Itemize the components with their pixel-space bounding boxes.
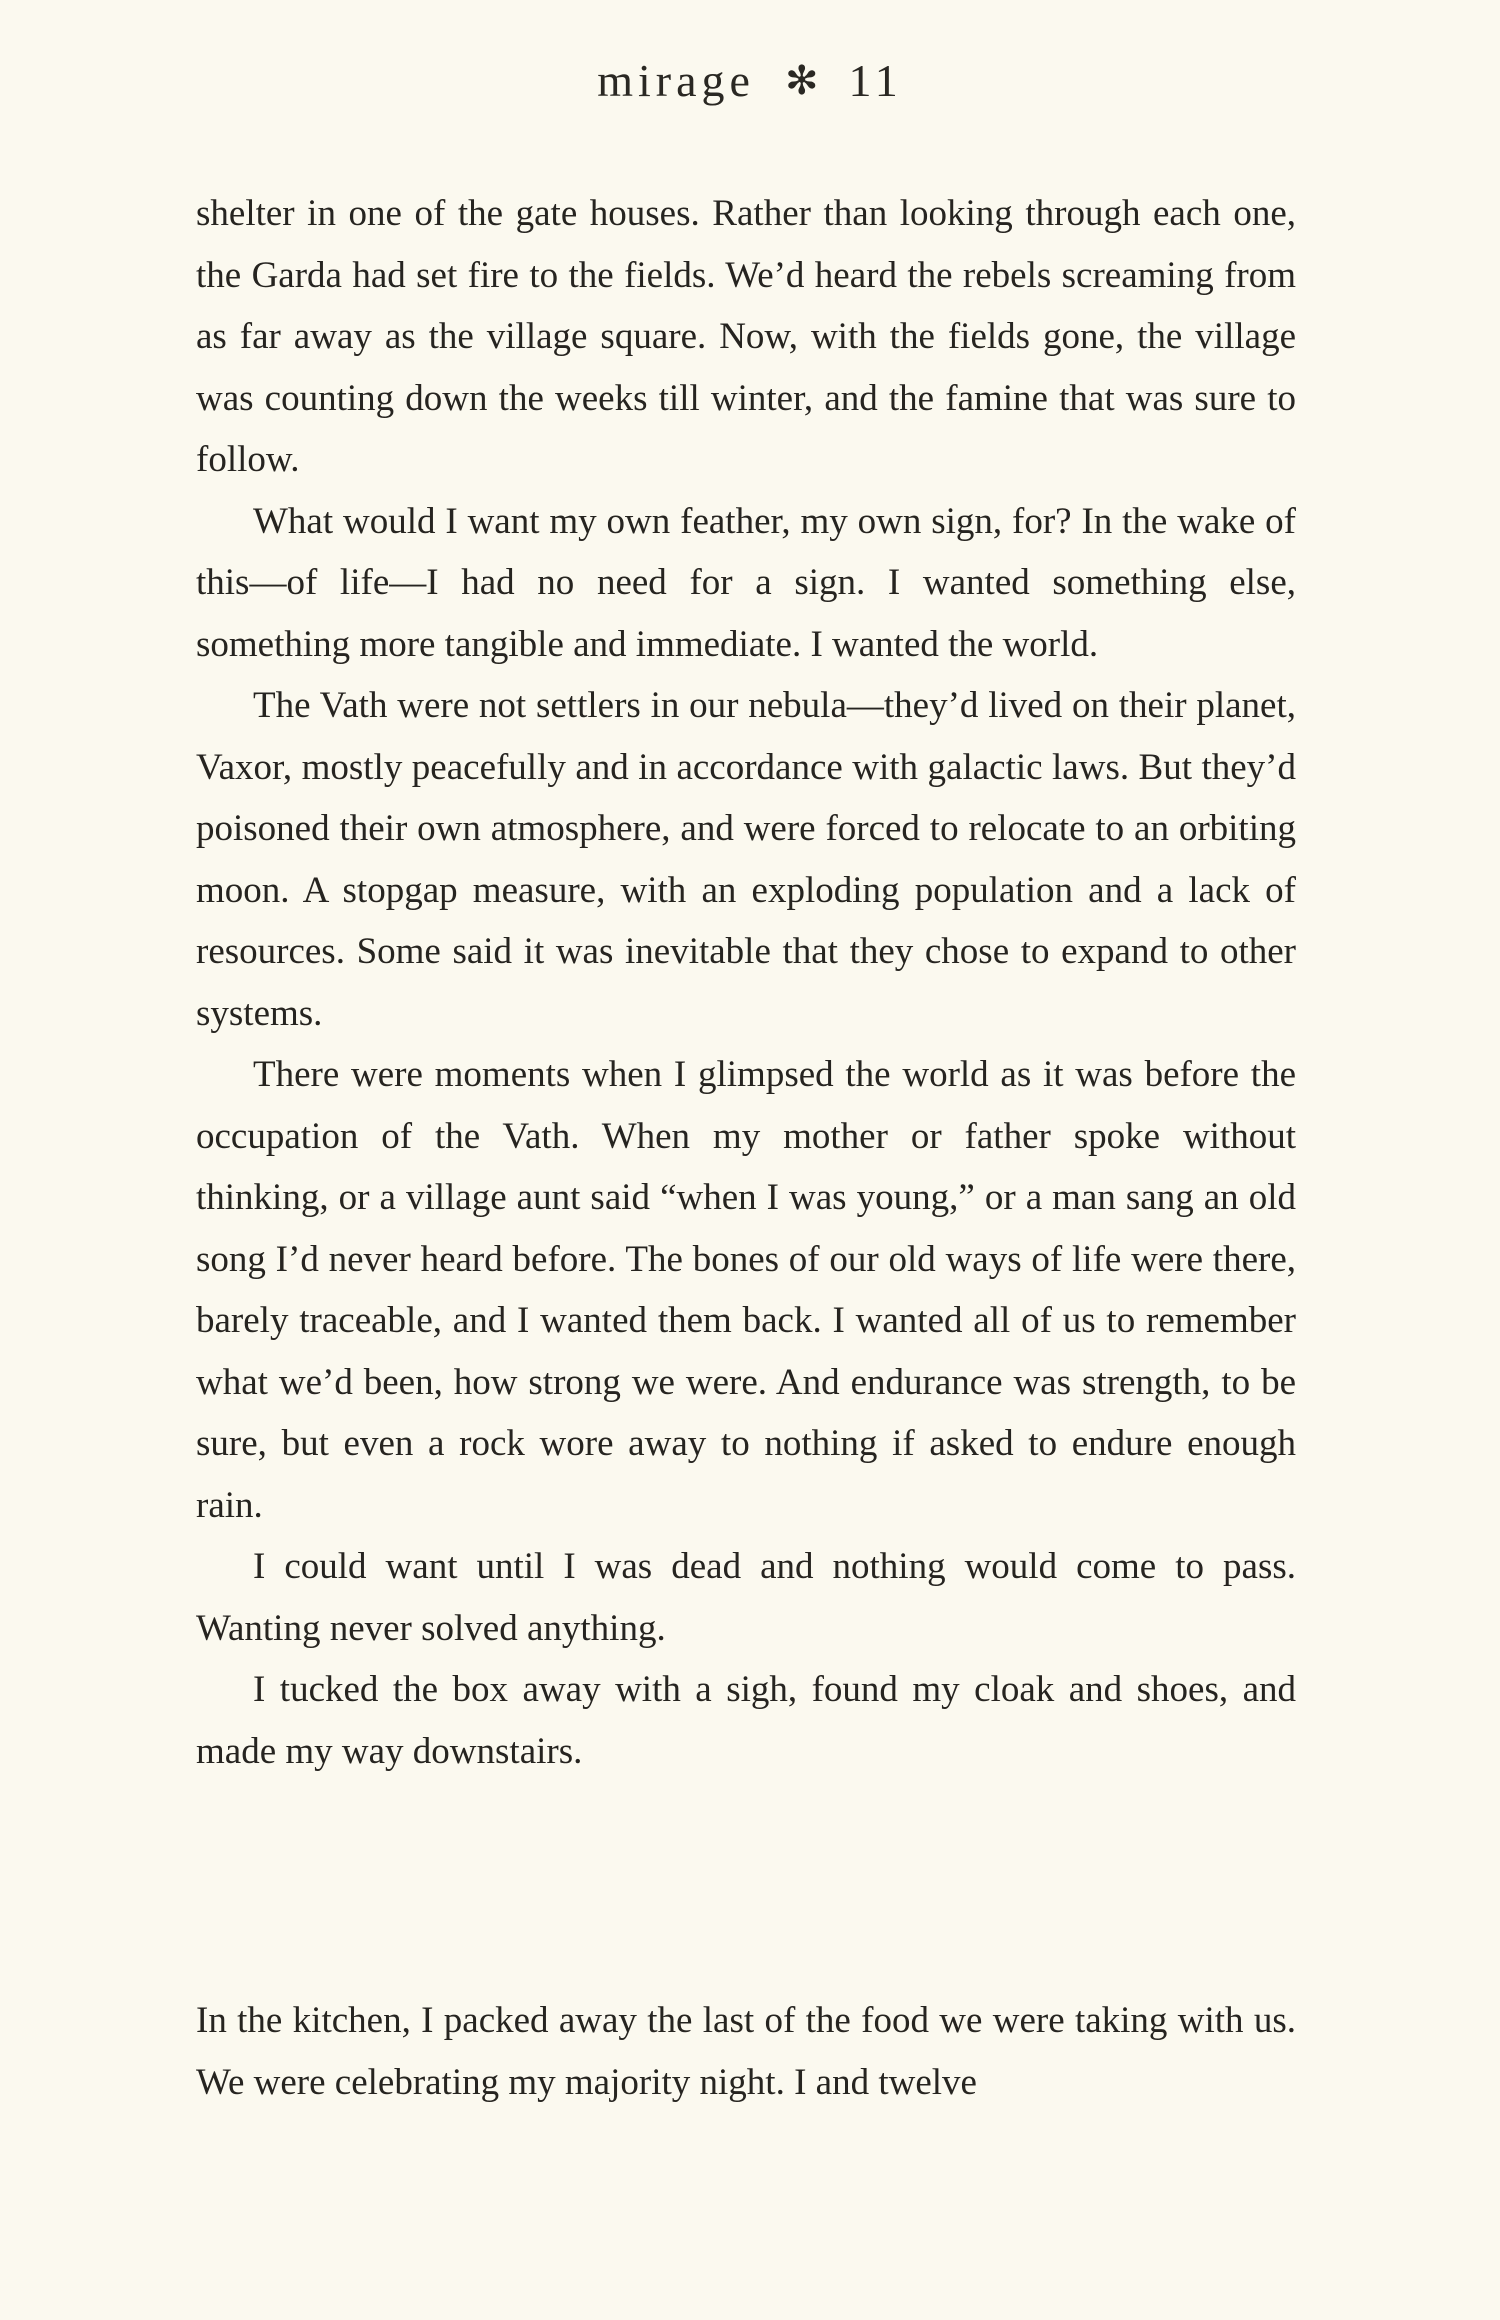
paragraph: I could want until I was dead and nothing would come to pass. Wanting never solved anything. — [196, 1546, 1296, 1649]
asterisk-ornament-icon: ✻ — [784, 58, 819, 104]
paragraph: The Vath were not settlers in our nebula—they’d lived on their planet, Vaxor, mostly peacefully and in accordance with galactic laws. But they’d poisoned their own atmosphere, and were forced to relocate to an orbiting moon. A stopgap measure, with an exploding population and a lack of resources. Some said it was inevitable that they chose to expand to other systems. — [196, 685, 1296, 1034]
main-text — [196, 183, 1296, 1782]
page-number: 11 — [848, 55, 903, 107]
paragraph: What would I want my own feather, my own sign, for? In the wake of this—of life—I had no need for a sign. I wanted something else, something more tangible and immediate. I wanted the world. — [196, 500, 1296, 665]
paragraph-new-section: In the kitchen, I packed away the last of the food we were taking with us. We were celebrating my majority night. I and twelve — [196, 2000, 1296, 2103]
paragraph: There were moments when I glimpsed the world as it was before the occupation of the Vath. When my mother or father spoke without thinking, or a village aunt said “when I was young,” or a man sang an old song I’d never heard before. The bones of our old ways of life were there, barely traceable, and I wanted them back. I wanted all of us to remember what we’d been, how strong we were. And endurance was strength, to be sure, but even a rock wore away to nothing if asked to endure enough rain. — [196, 1054, 1296, 1526]
paragraph: I tucked the box away with a sigh, found my cloak and shoes, and made my way downstairs. — [196, 1669, 1296, 1772]
section-after-break — [196, 1990, 1296, 2113]
paragraph-continued: shelter in one of the gate houses. Rather than looking through each one, the Garda had set fire to the fields. We’d heard the rebels screaming from as far away as the village square. Now, with the fields gone, the village was counting down the weeks till winter, and the famine that was sure to follow. — [196, 193, 1296, 480]
book-title: mirage — [597, 55, 755, 107]
running-head — [0, 54, 1500, 107]
